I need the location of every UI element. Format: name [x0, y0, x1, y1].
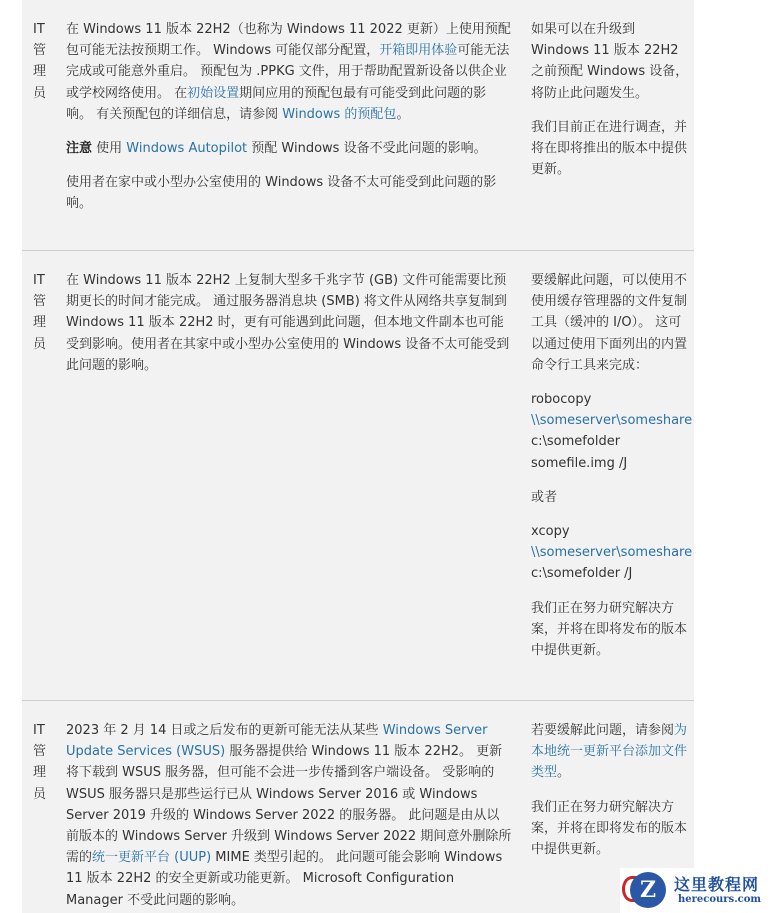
note-paragraph: 注意 使用 Windows Autopilot 预配 Windows 设备不受此问题的影响。 — [66, 141, 487, 157]
logo-z-icon: Z — [630, 872, 666, 908]
status-paragraph: 我们目前正在进行调查，并将在即将推出的版本中提供更新。 — [531, 119, 688, 178]
wsus-link[interactable]: Windows Server Update Services (WSUS) — [66, 723, 488, 760]
or-text: 或者 — [531, 489, 558, 505]
autopilot-link[interactable]: Windows Autopilot — [126, 141, 248, 157]
issue-description — [66, 270, 512, 389]
watermark-logo — [620, 868, 770, 913]
watermark-title: 这里教程网 — [674, 875, 760, 894]
table-row — [22, 701, 694, 913]
description-paragraph: 使用者在家中或小型办公室使用的 Windows 设备不太可能受到此问题的影响。 — [66, 175, 497, 212]
issue-description — [66, 19, 512, 228]
status-paragraph: 我们正在努力研究解决方案，并将在即将发布的版本中提供更新。 — [531, 600, 688, 659]
workaround — [531, 19, 691, 193]
workaround — [531, 270, 691, 674]
issue-description — [66, 720, 512, 913]
table-row — [22, 251, 694, 701]
affected-role: IT 管 理 员 — [33, 723, 47, 802]
provisioning-packages-link[interactable]: Windows 的预配包 — [282, 106, 397, 122]
workaround-paragraph: 要缓解此问题，可以使用不使用缓存管理器的文件复制工具（缓冲的 I/O）。 这可以通过使用下面列出的内置命令行工具来完成： — [531, 273, 688, 373]
watermark-subtitle: herecours.com — [678, 894, 762, 905]
description-paragraph: 在 Windows 11 版本 22H2（也称为 Windows 11 2022 更新）上使用预配包可能无法按预期工作。 Windows 可能仅部分配置，开箱即用体验可能无法完成或可能意外重启。 预配包为 .PPKG 文件，用于帮助配置新设备以供企业或学校网络使用。 在初始设置期间应用的预配包最有可能受到此问题的影响。 有关预配包的详细信息，请参阅 Windows 的预配包。 — [66, 22, 511, 122]
description-paragraph: 2023 年 2 月 14 日或之后发布的更新可能无法从某些 Windows Server Update Services (WSUS) 服务器提供给 Windows 11 版本 22H2。 更新将下载到 WSUS 服务器，但可能不会进一步传播到客户端设备。 受影响的 WSUS 服务器只是那些运行已从 Windows Server 2016 或 Windows Server 2019 升级的 Windows Server 2022 的服务器。 此问题是由从以前版本的 Windows Server 升级到 Windows Server 2022 期间意外删除所需的统一更新平台 (UUP) MIME 类型引起的。 此问题可能会影响 Windows 11 版本 22H2 的安全更新或功能更新。 Microsoft Configuration Manager 不受此问题的影响。 — [66, 723, 512, 908]
workaround-paragraph: 如果可以在升级到 Windows 11 版本 22H2 之前预配 Windows 设备，将防止此问题发生。 — [531, 22, 689, 101]
note-label: 注意 — [66, 141, 93, 157]
status-paragraph: 我们正在努力研究解决方案，并将在即将发布的版本中提供更新。 — [531, 799, 688, 858]
workaround-paragraph: 若要缓解此问题，请参阅为本地统一更新平台添加文件类型。 — [531, 723, 688, 781]
share-path-link[interactable]: \\someserver\someshare — [531, 545, 693, 561]
add-file-types-link[interactable]: 为本地统一更新平台添加文件类型 — [531, 723, 688, 781]
oobe-link[interactable]: 开箱即用体验 — [379, 43, 458, 59]
affected-role: IT 管 理 员 — [33, 22, 47, 101]
known-issues-table — [22, 0, 694, 913]
workaround — [531, 720, 691, 873]
uup-link[interactable]: 统一更新平台 (UUP) — [92, 850, 212, 866]
description-paragraph: 在 Windows 11 版本 22H2 上复制大型多千兆字节 (GB) 文件可能需要比预期更长的时间才能完成。 通过服务器消息块 (SMB) 将文件从网络共享复制到 Windows 11 版本 22H2 时，更有可能遇到此问题，但本地文件副本也可能受到影响。使用者在其家中或小型办公室使用的 Windows 设备不太可能受到此问题的影响。 — [66, 273, 510, 373]
affected-role: IT 管 理 员 — [33, 273, 47, 352]
share-path-link[interactable]: \\someserver\someshare — [531, 413, 693, 429]
table-row — [22, 0, 694, 251]
xcopy-command: xcopy \\someserver\someshare c:\somefolder /J — [531, 524, 693, 582]
robocopy-command: robocopy \\someserver\someshare c:\somefolder somefile.img /J — [531, 392, 693, 471]
initial-setup-link[interactable]: 初始设置 — [187, 85, 240, 101]
